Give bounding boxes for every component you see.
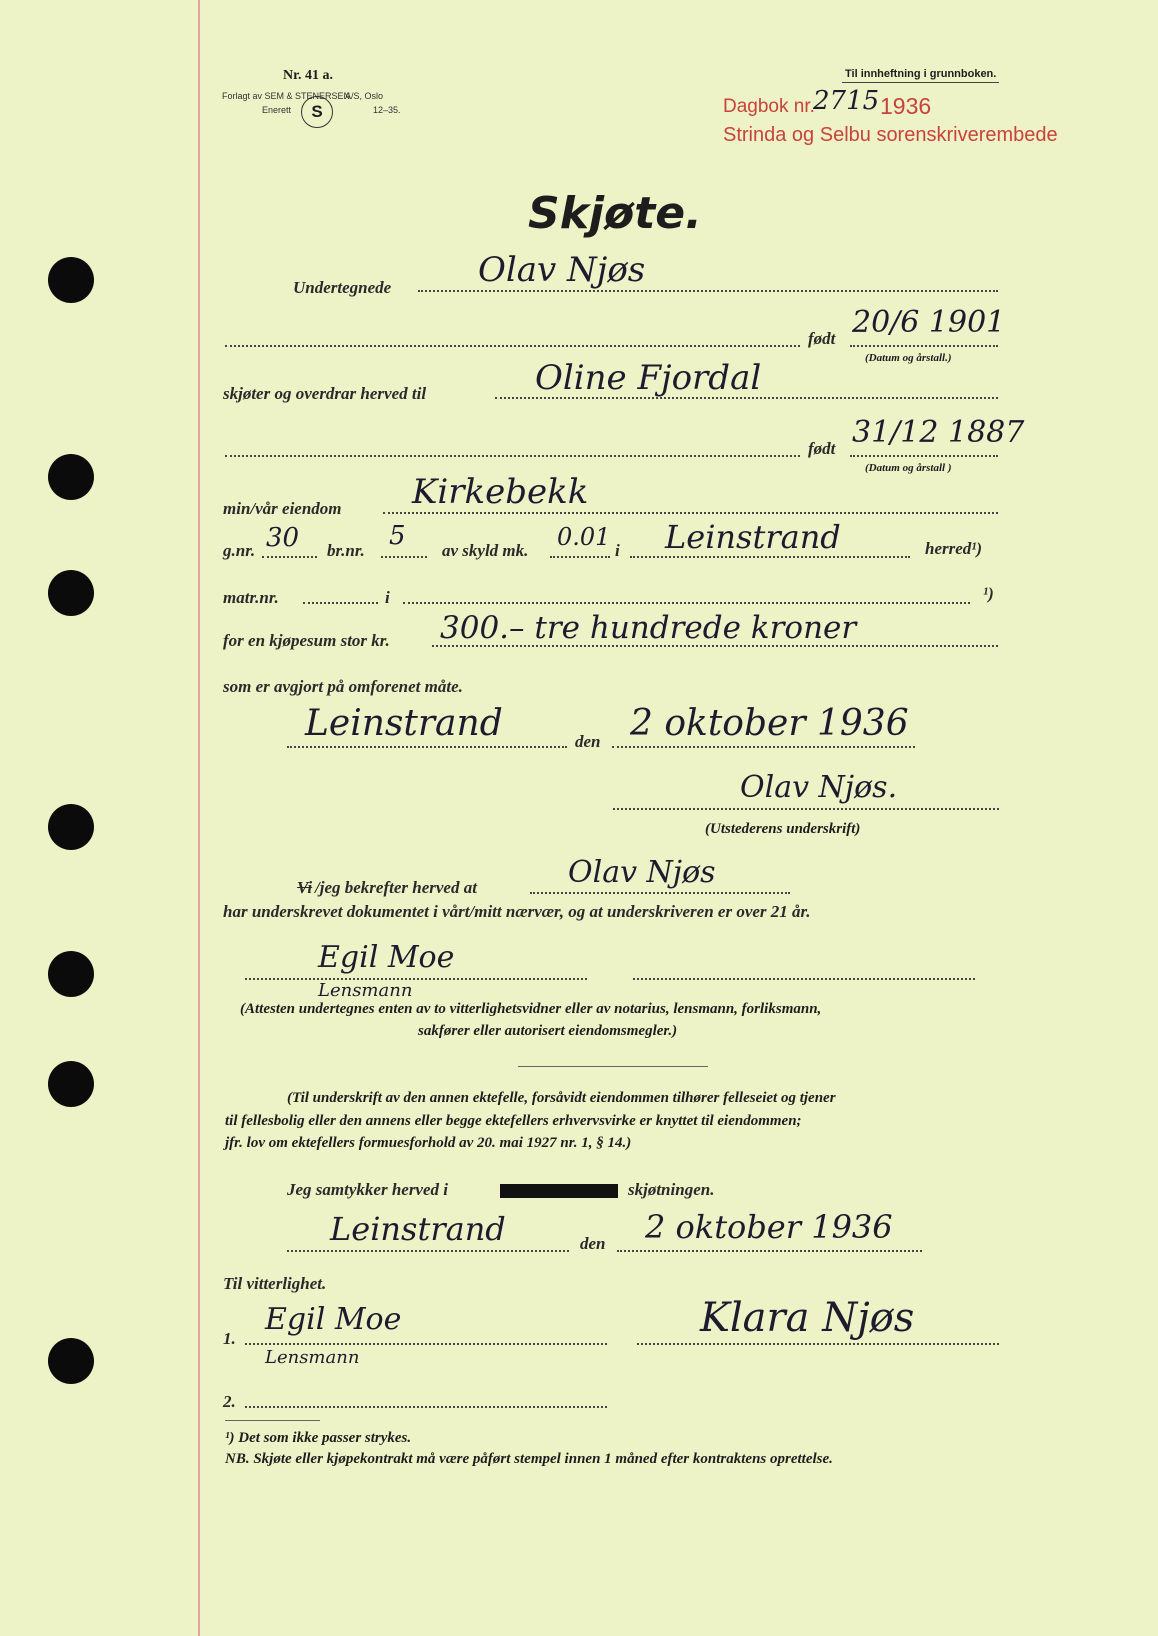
property-value: Kirkebekk (412, 472, 589, 512)
matr-label: matr.nr. (223, 588, 279, 607)
attest-note-line2: sakfører eller autorisert eiendomsmegler.) (418, 1023, 678, 1039)
witness1-num: 1. (223, 1329, 236, 1348)
matr-i-line (403, 602, 970, 604)
witness2-line (245, 1406, 607, 1408)
born1-note: (Datum og årstall.) (865, 352, 952, 364)
transfer-value: Oline Fjordal (535, 358, 762, 398)
herred-line (630, 556, 910, 558)
punch-hole (48, 1338, 94, 1384)
publisher-left: Forlagt av SEM & STENERSEN (222, 91, 351, 101)
skyld-line (550, 556, 610, 558)
punch-hole (48, 257, 94, 303)
born2-line-right (850, 455, 998, 457)
attest-witness-title: Lensmann (318, 980, 413, 1001)
form-number: Nr. 41 a. (283, 68, 334, 83)
skyld-label: av skyld mk. (442, 541, 529, 560)
punch-hole (48, 951, 94, 997)
attest-witness-line-left (245, 978, 587, 980)
margin-line (198, 0, 200, 1636)
witness1-line (245, 1343, 607, 1345)
born2-note: (Datum og årstall ) (865, 462, 952, 474)
stamp-diary-number: 2715 (813, 86, 880, 116)
date1-value: 2 oktober 1936 (630, 703, 909, 744)
print-code: 12–35. (373, 105, 401, 115)
date1-line (612, 746, 915, 748)
punch-hole (48, 454, 94, 500)
witness2-num: 2. (223, 1392, 236, 1411)
date2-line (617, 1250, 922, 1252)
price-label: for en kjøpesum stor kr. (223, 631, 390, 650)
consent-prefix: Jeg samtykker herved i (287, 1180, 448, 1199)
binding-note-underline (842, 82, 999, 83)
place1-value: Leinstrand (305, 703, 503, 744)
stamp-office: Strinda og Selbu sorenskriverembede (723, 124, 1058, 146)
attest-line1-value: Olav Njøs (568, 855, 716, 890)
exclusive-label: Enerett (262, 105, 292, 115)
punch-hole (48, 1061, 94, 1107)
transfer-label: skjøter og overdrar herved til (223, 384, 427, 403)
spouse-note-line1: (Til underskrift av den annen ektefelle, forsåvidt eiendommen tilhører felleseiet og tjener (287, 1090, 836, 1106)
binding-note: Til innheftning i grunnboken. (845, 68, 997, 80)
brnr-label: br.nr. (327, 541, 365, 560)
publisher-logo: S (301, 96, 333, 128)
born2-label: født (808, 439, 836, 458)
herred-value: Leinstrand (665, 518, 841, 556)
spouse-signature: Klara Njøs (700, 1295, 915, 1341)
section-divider (518, 1066, 708, 1067)
spouse-note-line3: jfr. lov om ektefellers formuesforhold av 20. mai 1927 nr. 1, § 14.) (225, 1135, 632, 1151)
gnr-value: 30 (266, 523, 300, 553)
punch-hole (48, 570, 94, 616)
brnr-value: 5 (389, 521, 406, 551)
attest-note-line1: (Attesten undertegnes enten av to vitterlighetsvidner eller av notarius, lensmann, forliksmann, (240, 1001, 822, 1017)
issuer-caption: (Utstederens underskrift) (705, 821, 861, 837)
herred-label: herred¹) (925, 539, 983, 558)
matr-note: ¹) (983, 584, 994, 603)
born2-value: 31/12 1887 (852, 415, 1025, 450)
skyld-value: 0.01 (557, 523, 611, 551)
attest-line1-label: /jeg bekrefter herved at (315, 878, 477, 897)
publisher-right: A/S, Oslo (345, 91, 384, 101)
witness1-signature: Egil Moe (265, 1302, 402, 1337)
price-value: 300.– tre hundrede kroner (440, 610, 857, 646)
born1-line-right (850, 345, 998, 347)
property-line (383, 512, 998, 514)
stamp-diary-label: Dagbok nr. (723, 96, 815, 117)
matr-i-label: i (385, 588, 390, 607)
witness1-title: Lensmann (265, 1347, 360, 1368)
agreed-text: som er avgjort på omforenet måte. (223, 677, 463, 696)
spouse-signature-line (637, 1343, 999, 1345)
place2-line (287, 1250, 569, 1252)
issuer-signature-line (613, 808, 999, 810)
undersigned-label: Undertegnede (293, 278, 392, 297)
place1-den-label: den (575, 732, 601, 751)
attest-line2: har underskrevet dokumentet i vårt/mitt nærvær, og at underskriveren er over 21 år. (223, 902, 811, 921)
witness-heading: Til vitterlighet. (223, 1274, 327, 1293)
property-label: min/vår eiendom (223, 499, 342, 518)
place2-den-label: den (580, 1234, 606, 1253)
attest-witness-signature: Egil Moe (318, 940, 455, 975)
date2-value: 2 oktober 1936 (645, 1208, 893, 1246)
spouse-note-line2: til fellesbolig eller den annens eller begge ektefellers erhvervsvirke er knyttet til eiendommen; (225, 1113, 802, 1129)
gnr-label: g.nr. (223, 541, 256, 560)
issuer-signature: Olav Njøs. (740, 770, 898, 805)
matr-line (303, 602, 378, 604)
document-title: Skjøte. (528, 188, 702, 239)
footnote-divider (225, 1420, 320, 1421)
consent-suffix: skjøtningen. (628, 1180, 715, 1199)
stamp-year: 1936 (880, 93, 932, 119)
footnote-1: ¹) Det som ikke passer strykes. (225, 1430, 412, 1446)
footnote-nb: NB. Skjøte eller kjøpekontrakt må være påført stempel innen 1 måned efter kontraktens oprettelse. (225, 1451, 833, 1467)
vi-struck: Vi (297, 878, 313, 897)
born1-line-left (225, 345, 800, 347)
consent-redaction (500, 1184, 618, 1198)
attest-line1-line (530, 892, 790, 894)
undersigned-value: Olav Njøs (478, 250, 646, 290)
born1-label: født (808, 329, 836, 348)
punch-hole (48, 804, 94, 850)
gnr-line (262, 556, 317, 558)
undersigned-line (418, 290, 998, 292)
i-label: i (615, 541, 620, 560)
place2-value: Leinstrand (330, 1210, 506, 1248)
brnr-line (381, 556, 427, 558)
place1-line (287, 746, 567, 748)
attest-witness-line-right (633, 978, 975, 980)
born1-value: 20/6 1901 (852, 305, 1006, 340)
born2-line-left (225, 455, 800, 457)
